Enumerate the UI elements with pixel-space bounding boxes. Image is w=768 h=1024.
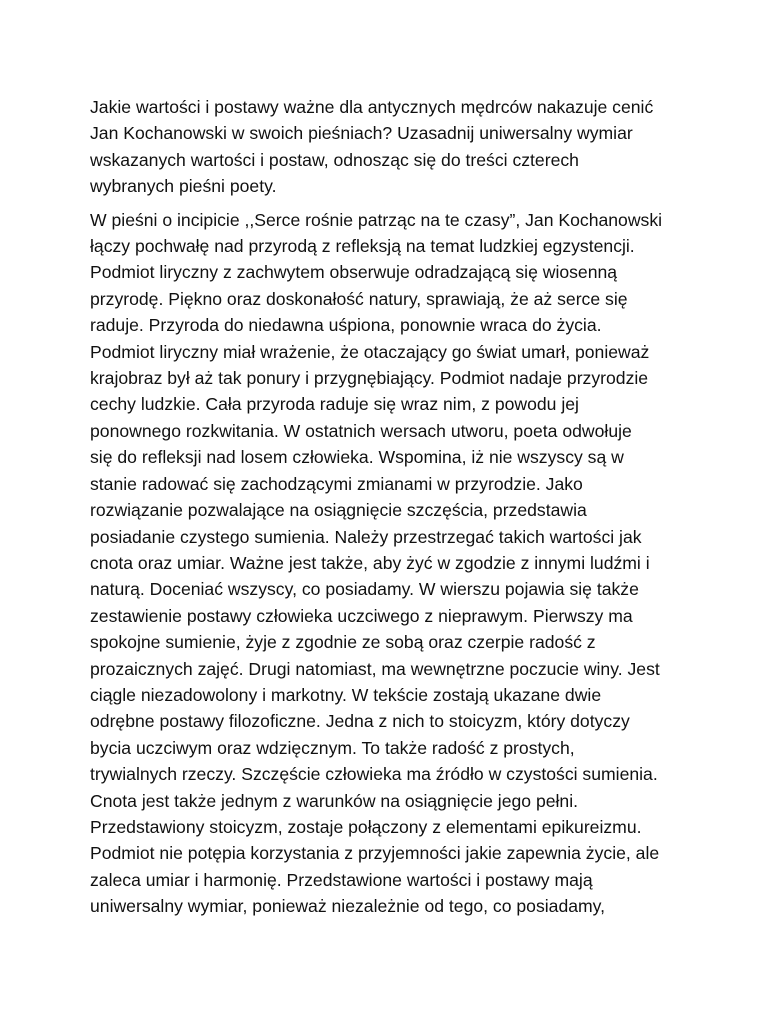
text-line: ciągle niezadowolony i markotny. W tekście zostają ukazane dwie bbox=[90, 684, 602, 705]
text-line: wybranych pieśni poety. bbox=[90, 176, 277, 197]
text-line: Jan Kochanowski w swoich pieśniach? Uzasadnij uniwersalny wymiar bbox=[90, 123, 633, 144]
text-line: bycia uczciwym oraz wdzięcznym. To także radość z prostych, bbox=[90, 737, 575, 758]
text-line: cechy ludzkie. Cała przyroda raduje się wraz nim, z powodu jej bbox=[90, 394, 579, 415]
question-paragraph bbox=[90, 94, 710, 200]
text-line: Jakie wartości i postawy ważne dla antycznych mędrców nakazuje cenić bbox=[90, 97, 654, 117]
text-line: Cnota jest także jednym z warunków na osiągnięcie jego pełni. bbox=[90, 790, 579, 811]
text-line: przyrodę. Piękno oraz doskonałość natury, sprawiają, że aż serce się bbox=[90, 288, 628, 309]
text-line: stanie radować się zachodzącymi zmianami w przyrodzie. Jako bbox=[90, 473, 583, 494]
text-line: wskazanych wartości i postaw, odnosząc się do treści czterech bbox=[90, 149, 579, 170]
text-line: rozwiązanie pozwalające na osiągnięcie szczęścia, przedstawia bbox=[90, 500, 587, 521]
text-line: odrębne postawy filozoficzne. Jedna z nich to stoicyzm, który dotyczy bbox=[90, 711, 630, 732]
text-line: łączy pochwałę nad przyrodą z refleksją na temat ludzkiej egzystencji. bbox=[90, 236, 635, 257]
text-line: uniwersalny wymiar, ponieważ niezależnie od tego, co posiadamy, bbox=[90, 896, 606, 917]
answer-paragraph bbox=[90, 207, 710, 920]
document-page bbox=[90, 94, 710, 927]
text-line: Podmiot liryczny z zachwytem obserwuje odradzającą się wiosenną bbox=[90, 262, 618, 283]
text-line: prozaicznych zajęć. Drugi natomiast, ma wewnętrzne poczucie winy. Jest bbox=[90, 658, 660, 679]
text-line: W pieśni o incipicie ,,Serce rośnie patrząc na te czasy”, Jan Kochanowski bbox=[90, 209, 663, 230]
text-line: raduje. Przyroda do niedawna uśpiona, ponownie wraca do życia. bbox=[90, 315, 602, 336]
text-line: Podmiot liryczny miał wrażenie, że otaczający go świat umarł, ponieważ bbox=[90, 341, 650, 362]
text-line: posiadanie czystego sumienia. Należy przestrzegać takich wartości jak bbox=[90, 526, 642, 547]
text-line: ponownego rozkwitania. W ostatnich wersach utworu, poeta odwołuje bbox=[90, 420, 632, 441]
text-line: Przedstawiony stoicyzm, zostaje połączony z elementami epikureizmu. bbox=[90, 816, 642, 837]
text-line: spokojne sumienie, żyje z zgodnie ze sobą oraz czerpie radość z bbox=[90, 632, 596, 653]
text-line: naturą. Doceniać wszyscy, co posiadamy. W wierszu pojawia się także bbox=[90, 579, 639, 600]
text-line: trywialnych rzeczy. Szczęście człowieka ma źródło w czystości sumienia. bbox=[90, 764, 658, 785]
text-line: zestawienie postawy człowieka uczciwego z nieprawym. Pierwszy ma bbox=[90, 605, 633, 626]
text-line: cnota oraz umiar. Ważne jest także, aby żyć w zgodzie z innymi ludźmi i bbox=[90, 552, 650, 573]
text-line: się do refleksji nad losem człowieka. Wspomina, iż nie wszyscy są w bbox=[90, 447, 624, 468]
text-line: krajobraz był aż tak ponury i przygnębiający. Podmiot nadaje przyrodzie bbox=[90, 368, 649, 389]
text-line: zaleca umiar i harmonię. Przedstawione wartości i postawy mają bbox=[90, 869, 593, 890]
text-line: Podmiot nie potępia korzystania z przyjemności jakie zapewnia życie, ale bbox=[90, 843, 660, 864]
